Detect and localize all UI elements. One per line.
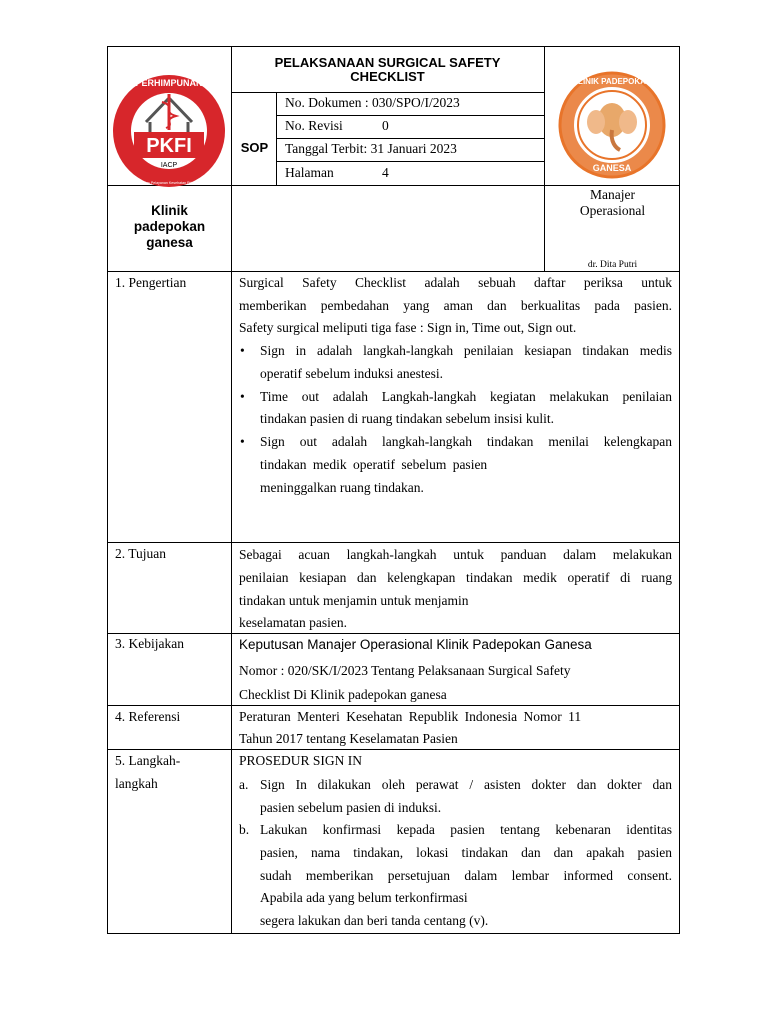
ganesa-bottom: GANESA	[592, 163, 632, 173]
bullet-text: tindakan medik operatif sebelum pasien	[260, 457, 488, 472]
divider	[544, 46, 545, 271]
ganesa-logo	[554, 70, 670, 180]
section-label-langkah: 5. Langkah-	[115, 753, 181, 768]
divider	[276, 115, 544, 116]
divider	[107, 705, 680, 706]
bullet-text: Time out adalah Langkah-langkah kegiatan melakukan penilaian	[260, 389, 672, 404]
signer-name: dr. Dita Putri	[587, 260, 638, 270]
sop-label: SOP	[240, 140, 269, 155]
clinic-name-line2: padepokan	[133, 219, 206, 234]
referensi-line: Tahun 2017 tentang Keselamatan Pasien	[239, 731, 458, 746]
pengertian-line: Safety surgical meliputi tiga fase : Sign in, Time out, Sign out.	[239, 320, 577, 335]
revision-label: No. Revisi	[285, 118, 343, 133]
procedure-heading: PROSEDUR SIGN IN	[239, 753, 363, 768]
approver-title: Manajer	[590, 187, 635, 202]
kebijakan-line: Checklist Di Klinik padepokan ganesa	[239, 687, 447, 702]
pengertian-line: memberikan pembedahan yang aman dan berkualitas pada pasien.	[239, 298, 672, 313]
bullet-icon: •	[240, 389, 245, 404]
divider	[276, 138, 544, 139]
list-marker: b.	[239, 822, 250, 837]
divider	[107, 633, 680, 634]
procedure-item: pasien sebelum pasien di induksi.	[260, 800, 442, 815]
divider	[107, 542, 680, 543]
page-title-line2: CHECKLIST	[350, 69, 425, 84]
page-label: Halaman	[285, 165, 334, 180]
tujuan-line: Sebagai acuan langkah-langkah untuk panduan dalam melakukan	[239, 547, 672, 562]
list-marker: a.	[239, 777, 249, 792]
bullet-text: Sign in adalah langkah-langkah penilaian kesiapan tindakan medis	[260, 343, 672, 358]
procedure-item: Apabila ada yang belum terkonfirmasi	[260, 890, 468, 905]
bullet-icon: •	[240, 434, 245, 449]
tujuan-line: penilaian kesiapan dan kelengkapan tindakan medik operatif di ruang	[239, 570, 672, 585]
pkfi-name: PKFI	[146, 135, 192, 157]
pkfi-logo	[110, 72, 228, 190]
procedure-item: segera lakukan dan beri tanda centang (v).	[260, 913, 489, 928]
revision-value: 0	[382, 118, 389, 133]
page-value: 4	[382, 165, 389, 180]
issue-date: Tanggal Terbit: 31 Januari 2023	[285, 141, 457, 156]
procedure-item: sudah memberikan persetujuan dalam lembar informed consent.	[260, 868, 672, 883]
tujuan-line: keselamatan pasien.	[239, 615, 347, 630]
kebijakan-line: Nomor : 020/SK/I/2023 Tentang Pelaksanaan Surgical Safety	[239, 663, 571, 678]
divider	[276, 161, 544, 162]
referensi-line: Peraturan Menteri Kesehatan Republik Indonesia Nomor 11	[239, 709, 582, 724]
section-label-referensi: 4. Referensi	[115, 709, 181, 724]
section-label-kebijakan: 3. Kebijakan	[115, 636, 184, 651]
divider	[231, 92, 544, 93]
procedure-item: Lakukan konfirmasi kepada pasien tentang kebenaran identitas	[260, 822, 672, 837]
procedure-item: pasien, nama tindakan, lokasi tindakan dan dan apakah pasien	[260, 845, 672, 860]
divider	[231, 46, 232, 934]
clinic-name-line3: ganesa	[146, 235, 193, 250]
tujuan-line: tindakan untuk menjamin untuk menjamin	[239, 593, 469, 608]
doc-number: No. Dokumen : 030/SPO/I/2023	[285, 95, 460, 110]
bullet-icon: •	[240, 343, 245, 358]
section-label-pengertian: 1. Pengertian	[115, 275, 187, 290]
section-label-tujuan: 2. Tujuan	[115, 546, 167, 561]
procedure-item: Sign In dilakukan oleh perawat / asisten dokter dan dokter dan	[260, 777, 672, 792]
kebijakan-line: Keputusan Manajer Operasional Klinik Padepokan Ganesa	[239, 637, 592, 652]
section-label-langkah-line2: langkah	[115, 776, 158, 791]
divider	[107, 271, 680, 272]
divider	[107, 749, 680, 750]
page-title: PELAKSANAAN SURGICAL SAFETY	[274, 55, 501, 70]
clinic-name: Klinik	[151, 203, 188, 218]
bullet-text: operatif sebelum induksi anestesi.	[260, 366, 443, 381]
bullet-text: Sign out adalah langkah-langkah tindakan menilai kelengkapan	[260, 434, 672, 449]
bullet-text: meninggalkan ruang tindakan.	[260, 480, 424, 495]
pkfi-ring-text: Klinik & Fasilitas Pelayanan Kesehatan Primer Indonesia	[123, 181, 215, 185]
approver-title-line2: Operasional	[579, 203, 646, 218]
pengertian-line: Surgical Safety Checklist adalah sebuah daftar periksa untuk	[239, 275, 672, 290]
ganesa-top: KLINIK PADEPOKAN	[572, 77, 652, 86]
pkfi-sub: IACP	[160, 162, 178, 169]
pkfi-top: PERHIMPUNAN	[135, 78, 203, 88]
bullet-text: tindakan pasien di ruang tindakan sebelum insisi kulit.	[260, 411, 554, 426]
